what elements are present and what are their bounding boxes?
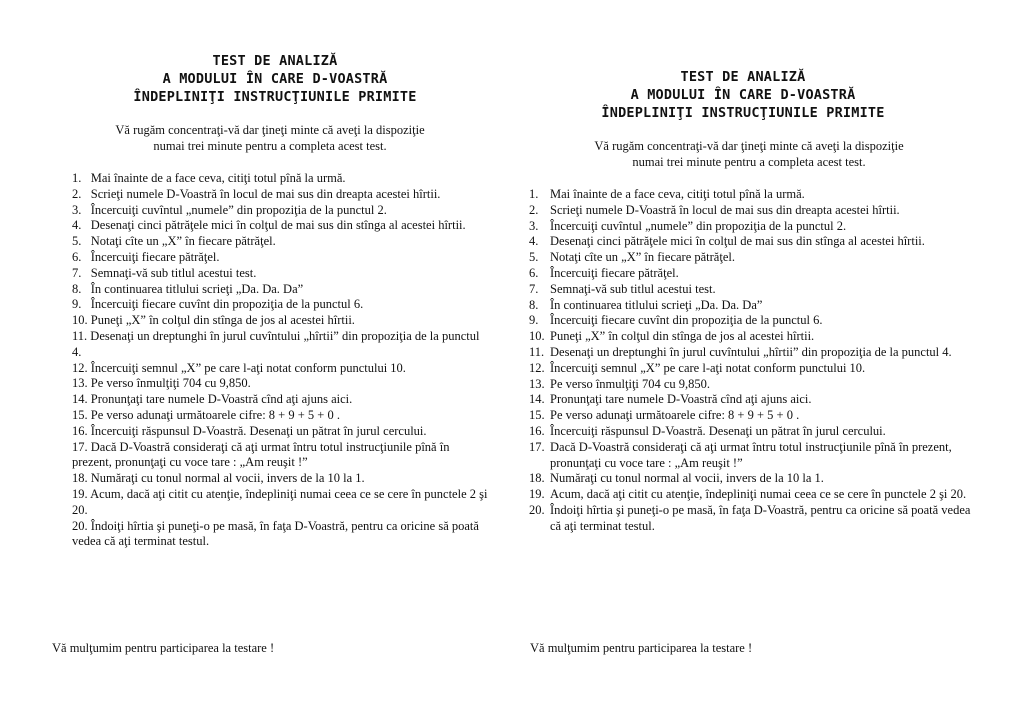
- intro-line: Vă rugăm concentraţi-vă dar ţineţi minte că aveţi la dispoziţie: [594, 139, 904, 153]
- list-item: [529, 503, 974, 535]
- item-text: Mai înainte de a face ceva, citiţi totul pînă la urmă.: [90, 171, 346, 185]
- intro-text: [536, 138, 962, 170]
- item-text: Dacă D-Voastră consideraţi că aţi urmat întru totul instrucţiunile pînă în prezent, pronunţaţi cu voce tare : „Am reuşit !”: [72, 439, 450, 470]
- test-title: [110, 52, 440, 106]
- item-text: În continuarea titlului scrieţi „Da. Da. Da”: [550, 297, 763, 312]
- test-title: [578, 68, 908, 122]
- item-text: Încercuiţi semnul „X” pe care l-aţi notat conform punctului 10.: [90, 360, 406, 375]
- item-text: Încercuiţi semnul „X” pe care l-aţi notat conform punctului 10.: [550, 360, 866, 375]
- item-number: 3.: [72, 202, 82, 217]
- item-number: 15.: [529, 408, 545, 423]
- item-number: 2.: [529, 202, 539, 217]
- item-text: Încercuiţi răspunsul D-Voastră. Desenaţi un pătrat în jurul cercului.: [90, 423, 427, 438]
- item-number: 18.: [529, 471, 545, 486]
- item-number: 15.: [72, 407, 88, 422]
- list-item: [529, 487, 974, 503]
- list-item: [72, 313, 490, 329]
- thanks-note: Vă mulţumim pentru participarea la testare !: [52, 641, 275, 655]
- title-line: TEST DE ANALIZĂ: [212, 53, 338, 69]
- item-number: 5.: [529, 250, 539, 265]
- item-text: Pe verso înmulţiţi 704 cu 9,850.: [90, 376, 251, 391]
- item-text: Dacă D-Voastră consideraţi că aţi urmat întru totul instrucţiunile pînă în prezent, pronunţaţi cu voce tare : „Am reuşit !”: [550, 439, 952, 470]
- list-item: [529, 298, 974, 314]
- item-text: Desenaţi un dreptunghi în jurul cuvîntului „hîrtii” din propoziţia de la punctul 4.: [72, 328, 480, 359]
- thanks-note: Vă mulţumim pentru participarea la testare !: [530, 641, 753, 655]
- list-item: [529, 313, 974, 329]
- item-text: Scrieţi numele D-Voastră în locul de mai sus din dreapta acestei hîrtii.: [550, 202, 900, 217]
- list-item: [529, 266, 974, 282]
- item-number: 6.: [529, 265, 539, 280]
- item-text: Încercuiţi fiecare cuvînt din propoziţia de la punctul 6.: [90, 297, 364, 312]
- item-number: 4.: [529, 234, 539, 249]
- item-text: Mai înainte de a face ceva, citiţi totul pînă la urmă.: [550, 187, 805, 201]
- intro-text: [60, 122, 480, 154]
- intro-line: numai trei minute pentru a completa acest test.: [632, 155, 866, 169]
- item-text: Număraţi cu tonul normal al vocii, invers de la 10 la 1.: [550, 471, 824, 486]
- item-number: 19.: [72, 486, 88, 501]
- item-text: Puneţi „X” în colţul din stînga de jos al acestei hîrtii.: [90, 313, 355, 328]
- item-number: 6.: [72, 249, 82, 264]
- item-text: În continuarea titlului scrieţi „Da. Da. Da”: [90, 281, 304, 296]
- intro-line: numai trei minute pentru a completa acest test.: [153, 139, 387, 153]
- item-number: 14.: [529, 392, 545, 407]
- title-line: ÎNDEPLINIŢI INSTRUCŢIUNILE PRIMITE: [133, 89, 417, 105]
- item-number: 10.: [72, 313, 88, 328]
- item-number: 8.: [72, 281, 82, 296]
- list-item: [529, 219, 974, 235]
- list-item: [72, 408, 490, 424]
- item-number: 9.: [72, 297, 82, 312]
- item-number: 16.: [72, 423, 88, 438]
- item-number: 7.: [529, 281, 539, 296]
- item-text: Semnaţi-vă sub titlul acestui test.: [90, 265, 257, 280]
- item-text: Încercuiţi fiecare pătrăţel.: [550, 265, 679, 280]
- item-text: Pe verso înmulţiţi 704 cu 9,850.: [550, 376, 711, 391]
- item-text: Îndoiţi hîrtia şi puneţi-o pe masă, în faţa D-Voastră, pentru ca oricine să poată vedea că aţi terminat testul.: [72, 518, 479, 549]
- list-item: [72, 361, 490, 377]
- item-text: Încercuiţi cuvîntul „numele” din propoziţia de la punctul 2.: [90, 202, 387, 217]
- item-text: Desenaţi cinci pătrăţele mici în colţul de mai sus din stînga al acestei hîrtii.: [90, 218, 466, 233]
- item-number: 17.: [529, 439, 545, 454]
- title-line: A MODULUI ÎN CARE D-VOASTRĂ: [630, 87, 856, 103]
- item-text: Notaţi cîte un „X” în fiecare pătrăţel.: [90, 234, 276, 249]
- list-item: [72, 282, 490, 298]
- intro-line: Vă rugăm concentraţi-vă dar ţineţi minte că aveţi la dispoziţie: [115, 123, 425, 137]
- list-item: [72, 218, 490, 234]
- item-text: Scrieţi numele D-Voastră în locul de mai sus din dreapta acestei hîrtii.: [90, 186, 441, 201]
- title-line: A MODULUI ÎN CARE D-VOASTRĂ: [162, 71, 388, 87]
- instruction-list: [529, 187, 974, 535]
- list-item: [529, 408, 974, 424]
- title-line: TEST DE ANALIZĂ: [680, 69, 806, 85]
- list-item: [529, 329, 974, 345]
- list-item: [72, 424, 490, 440]
- title-line: ÎNDEPLINIŢI INSTRUCŢIUNILE PRIMITE: [601, 105, 885, 121]
- item-number: 4.: [72, 218, 82, 233]
- list-item: [529, 471, 974, 487]
- item-text: Desenaţi un dreptunghi în jurul cuvîntului „hîrtii” din propoziţia de la punctul 4.: [550, 344, 952, 359]
- item-number: 7.: [72, 265, 82, 280]
- list-item: [72, 250, 490, 266]
- list-item: [72, 187, 490, 203]
- item-number: 14.: [72, 392, 88, 407]
- item-number: 18.: [72, 471, 88, 486]
- item-number: 20.: [529, 502, 545, 517]
- item-number: 20.: [72, 518, 88, 533]
- list-item: [72, 376, 490, 392]
- list-item: [529, 440, 974, 472]
- item-number: 2.: [72, 186, 82, 201]
- list-item: [529, 203, 974, 219]
- item-text: Acum, dacă aţi citit cu atenţie, îndepliniţi numai ceea ce se cere în punctele 2 şi 20.: [550, 487, 967, 502]
- item-text: Puneţi „X” în colţul din stînga de jos al acestei hîrtii.: [550, 329, 815, 344]
- item-text: Notaţi cîte un „X” în fiecare pătrăţel.: [550, 250, 735, 265]
- list-item: [529, 187, 974, 203]
- item-text: Încercuiţi cuvîntul „numele” din propoziţia de la punctul 2.: [550, 218, 847, 233]
- list-item: [529, 234, 974, 250]
- list-item: [72, 234, 490, 250]
- list-item: [72, 392, 490, 408]
- list-item: [529, 345, 974, 361]
- item-text: Încercuiţi fiecare cuvînt din propoziţia de la punctul 6.: [550, 313, 823, 328]
- item-number: 11.: [72, 328, 88, 343]
- item-text: Pronunţaţi tare numele D-Voastră cînd aţi ajuns aici.: [550, 392, 812, 407]
- list-item: [529, 250, 974, 266]
- list-item: [72, 171, 490, 187]
- list-item: [72, 519, 490, 551]
- list-item: [529, 282, 974, 298]
- list-item: [72, 297, 490, 313]
- item-text: Pe verso adunaţi următoarele cifre: 8 + 9 + 5 + 0 .: [90, 407, 340, 422]
- item-number: 12.: [72, 360, 88, 375]
- item-text: Pronunţaţi tare numele D-Voastră cînd aţi ajuns aici.: [90, 392, 353, 407]
- item-text: Îndoiţi hîrtia şi puneţi-o pe masă, în faţa D-Voastră, pentru ca oricine să poată vedea că aţi terminat testul.: [550, 502, 971, 533]
- item-number: 1.: [72, 171, 82, 185]
- item-number: 10.: [529, 329, 545, 344]
- list-item: [529, 392, 974, 408]
- item-number: 1.: [529, 187, 539, 201]
- item-number: 16.: [529, 423, 545, 438]
- list-item: [529, 424, 974, 440]
- item-text: Acum, dacă aţi citit cu atenţie, îndepliniţi numai ceea ce se cere în punctele 2 şi 20.: [72, 486, 488, 517]
- list-item: [72, 203, 490, 219]
- item-number: 8.: [529, 297, 539, 312]
- instruction-list: [72, 171, 490, 550]
- item-text: Semnaţi-vă sub titlul acestui test.: [550, 281, 716, 296]
- item-number: 9.: [529, 313, 539, 328]
- item-number: 5.: [72, 234, 82, 249]
- list-item: [72, 440, 490, 472]
- item-text: Desenaţi cinci pătrăţele mici în colţul de mai sus din stînga al acestei hîrtii.: [550, 234, 925, 249]
- item-number: 17.: [72, 439, 88, 454]
- item-number: 3.: [529, 218, 539, 233]
- list-item: [529, 361, 974, 377]
- list-item: [529, 377, 974, 393]
- item-number: 11.: [529, 344, 545, 359]
- item-number: 13.: [72, 376, 88, 391]
- list-item: [72, 329, 490, 361]
- item-text: Număraţi cu tonul normal al vocii, invers de la 10 la 1.: [90, 471, 365, 486]
- item-number: 13.: [529, 376, 545, 391]
- item-number: 12.: [529, 360, 545, 375]
- list-item: [72, 266, 490, 282]
- item-text: Încercuiţi răspunsul D-Voastră. Desenaţi un pătrat în jurul cercului.: [550, 423, 886, 438]
- list-item: [72, 487, 490, 519]
- item-text: Pe verso adunaţi următoarele cifre: 8 + 9 + 5 + 0 .: [550, 408, 800, 423]
- item-text: Încercuiţi fiecare pătrăţel.: [90, 249, 220, 264]
- item-number: 19.: [529, 487, 545, 502]
- list-item: [72, 471, 490, 487]
